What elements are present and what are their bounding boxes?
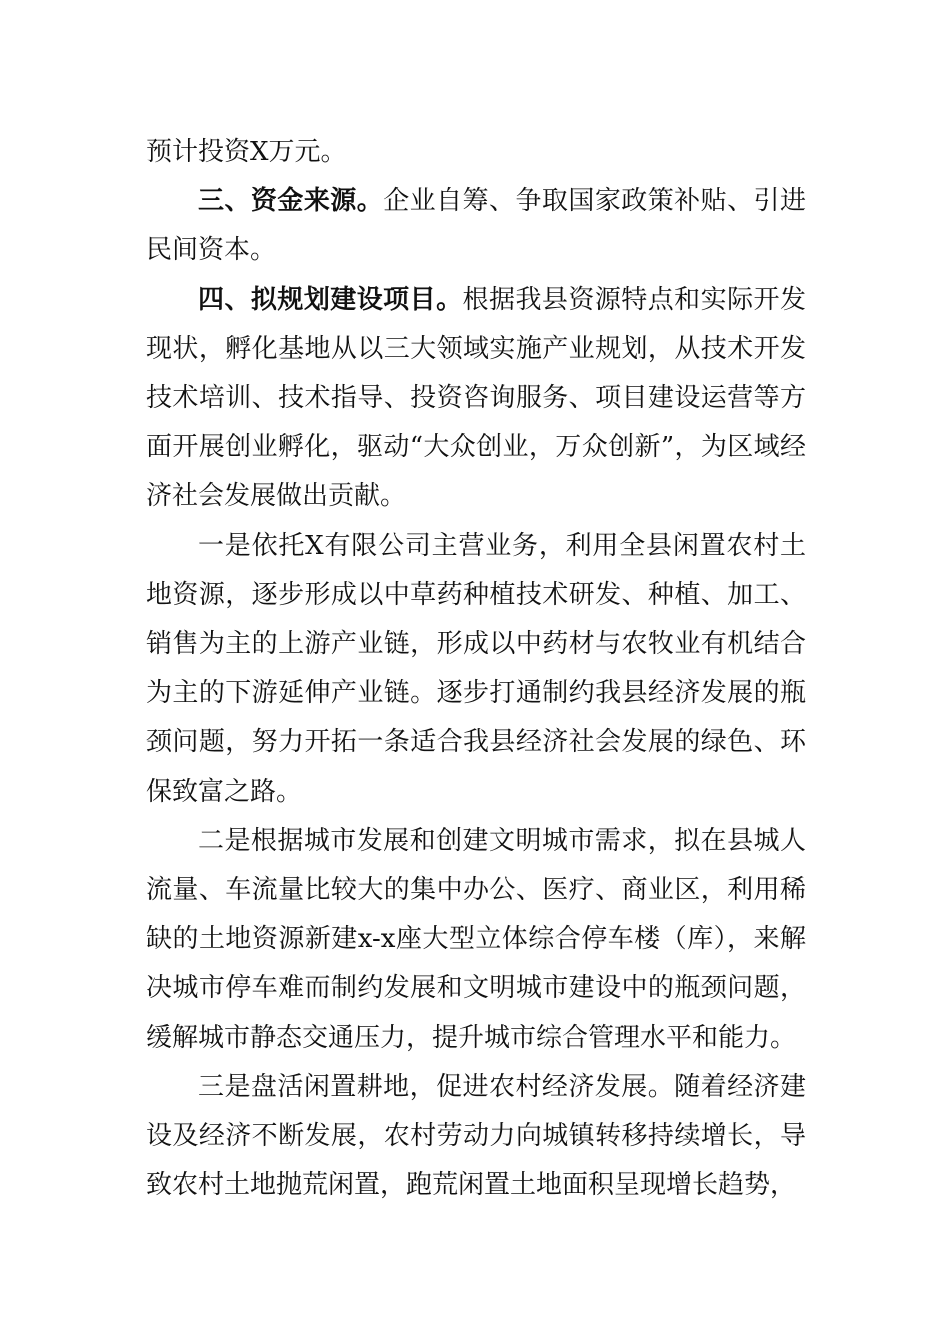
paragraph-item-two <box>146 817 806 1063</box>
document-page <box>146 128 806 1210</box>
paragraph-planned-projects <box>146 276 806 522</box>
paragraph-funding-source <box>146 177 806 275</box>
paragraph-text: 一是依托X有限公司主营业务，利用全县闲置农村土地资源，逐步形成以中草药种植技术研发、种植、加工、销售为主的上游产业链，形成以中药材与农牧业有机结合为主的下游延伸产业链。逐步打通制约我县经济发展的瓶颈问题，努力开拓一条适合我县经济社会发展的绿色、环保致富之路。 <box>146 530 806 807</box>
paragraph-investment <box>146 128 806 177</box>
section-heading-projects: 四、拟规划建设项目。 <box>198 284 463 315</box>
paragraph-text: 预计投资X万元。 <box>146 137 347 167</box>
paragraph-item-one <box>146 522 806 817</box>
paragraph-item-three <box>146 1063 806 1211</box>
paragraph-text: 根据我县资源特点和实际开发现状，孵化基地从以三大领域实施产业规划，从技术开发技术培训、技术指导、投资咨询服务、项目建设运营等方面开展创业孵化，驱动“大众创业，万众创新”，为区域经济社会发展做出贡献。 <box>146 284 806 512</box>
paragraph-text: 企业自筹、争取国家政策补贴、引进民间资本。 <box>146 186 806 266</box>
paragraph-text: 三是盘活闲置耕地，促进农村经济发展。随着经济建设及经济不断发展，农村劳动力向城镇转移持续增长，导致农村土地抛荒闲置，跑荒闲置土地面积呈现增长趋势， <box>146 1071 806 1201</box>
paragraph-text: 二是根据城市发展和创建文明城市需求，拟在县城人流量、车流量比较大的集中办公、医疗、商业区，利用稀缺的土地资源新建x-x座大型立体综合停车楼（库），来解决城市停车难而制约发展和文明城市建设中的瓶颈问题，缓解城市静态交通压力，提升城市综合管理水平和能力。 <box>146 825 806 1053</box>
section-heading-funding: 三、资金来源。 <box>198 186 384 217</box>
